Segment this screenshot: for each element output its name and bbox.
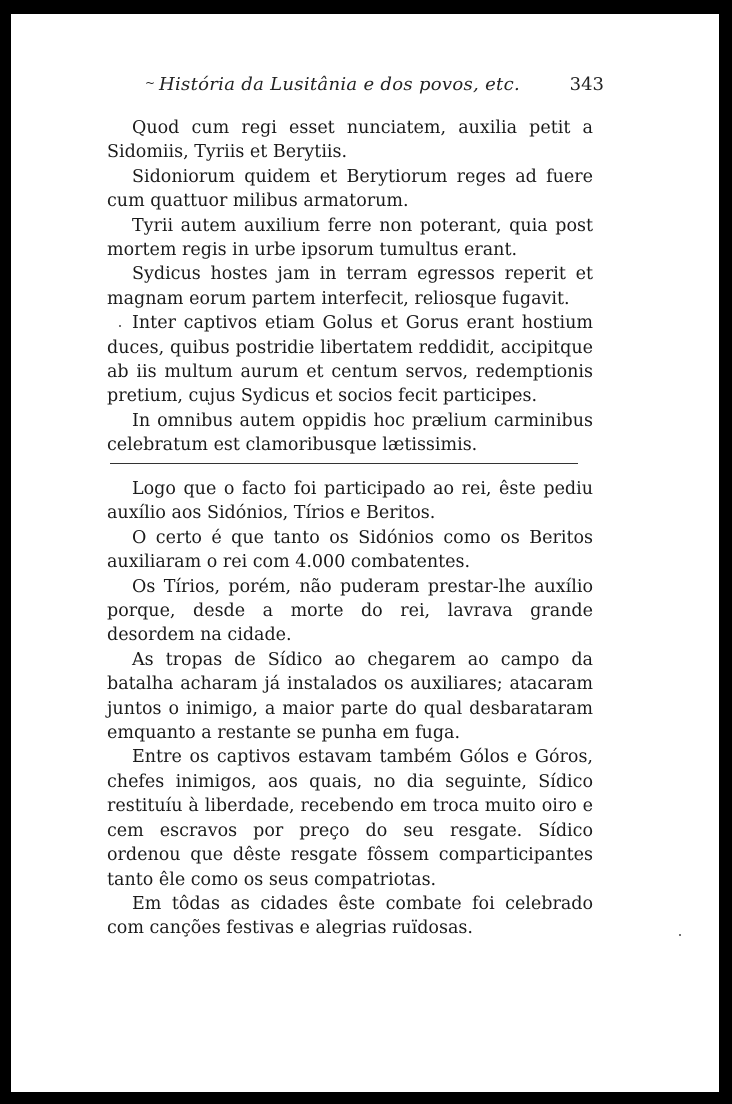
latin-paragraph-2: Sidoniorum quidem et Berytiorum reges ad fuere cum quattuor milibus armatorum. [107,166,593,212]
latin-paragraph-5: Inter captivos etiam Golus et Gorus erant hostium duces, quibus postridie libertatem reddidit, accipitque ab iis multum aurum et centum servos, redemptionis pretium, cujus Sydicus et socios fecit participes. [107,313,593,407]
portuguese-text-block [107,477,593,941]
portuguese-paragraph-2: O certo é que tanto os Sidónios como os Beritos auxiliaram o rei com 4.000 combatentes. [107,527,593,573]
section-divider [110,463,578,464]
speck-mark [119,325,121,327]
running-header [109,74,604,104]
latin-paragraph-1: Quod cum regi esset nunciatem, auxilia petit a Sidomiis, Tyriis et Berytiis. [107,118,593,163]
header-mark: ~ [145,76,156,90]
speck-mark [679,934,681,936]
portuguese-paragraph-3: Os Tírios, porém, não puderam prestar-lhe auxílio porque, desde a morte do rei, lavrava grande desordem na cidade. [107,576,593,646]
running-title: História da Lusitânia e dos povos, etc. [159,74,520,95]
latin-paragraph-4: Sydicus hostes jam in terram egressos reperit et magnam eorum partem interfecit, reliosque fugavit. [107,264,593,309]
portuguese-paragraph-4: As tropas de Sídico ao chegarem ao campo da batalha acharam já instalados os auxiliares; atacaram juntos o inimigo, a maior parte do qual desbarataram emquanto a restante se punha em fuga. [107,649,593,744]
book-page [11,14,719,1092]
portuguese-paragraph-5: Entre os captivos estavam também Gólos e Góros, chefes inimigos, aos quais, no dia seguinte, Sídico restituíu à liberdade, recebendo em troca muito oiro e cem escravos por preço do seu resgate. Sídico ordenou que dêste resgate fôssem comparticipantes tanto êle como os seus compatriotas. [107,747,593,890]
latin-paragraph-6: In omnibus autem oppidis hoc prælium carminibus celebratum est clamoribusque lætissimis. [107,410,593,456]
portuguese-paragraph-1: Logo que o facto foi participado ao rei, êste pediu auxílio aos Sidónios, Tírios e Beritos. [107,479,593,524]
latin-paragraph-3: Tyrii autem auxilium ferre non poterant, quia post mortem regis in urbe ipsorum tumultus erant. [107,215,593,261]
page-number: 343 [569,74,604,95]
portuguese-paragraph-6: Em tôdas as cidades êste combate foi celebrado com canções festivas e alegrias ruïdosas. [107,893,593,939]
latin-text-block [107,116,593,458]
